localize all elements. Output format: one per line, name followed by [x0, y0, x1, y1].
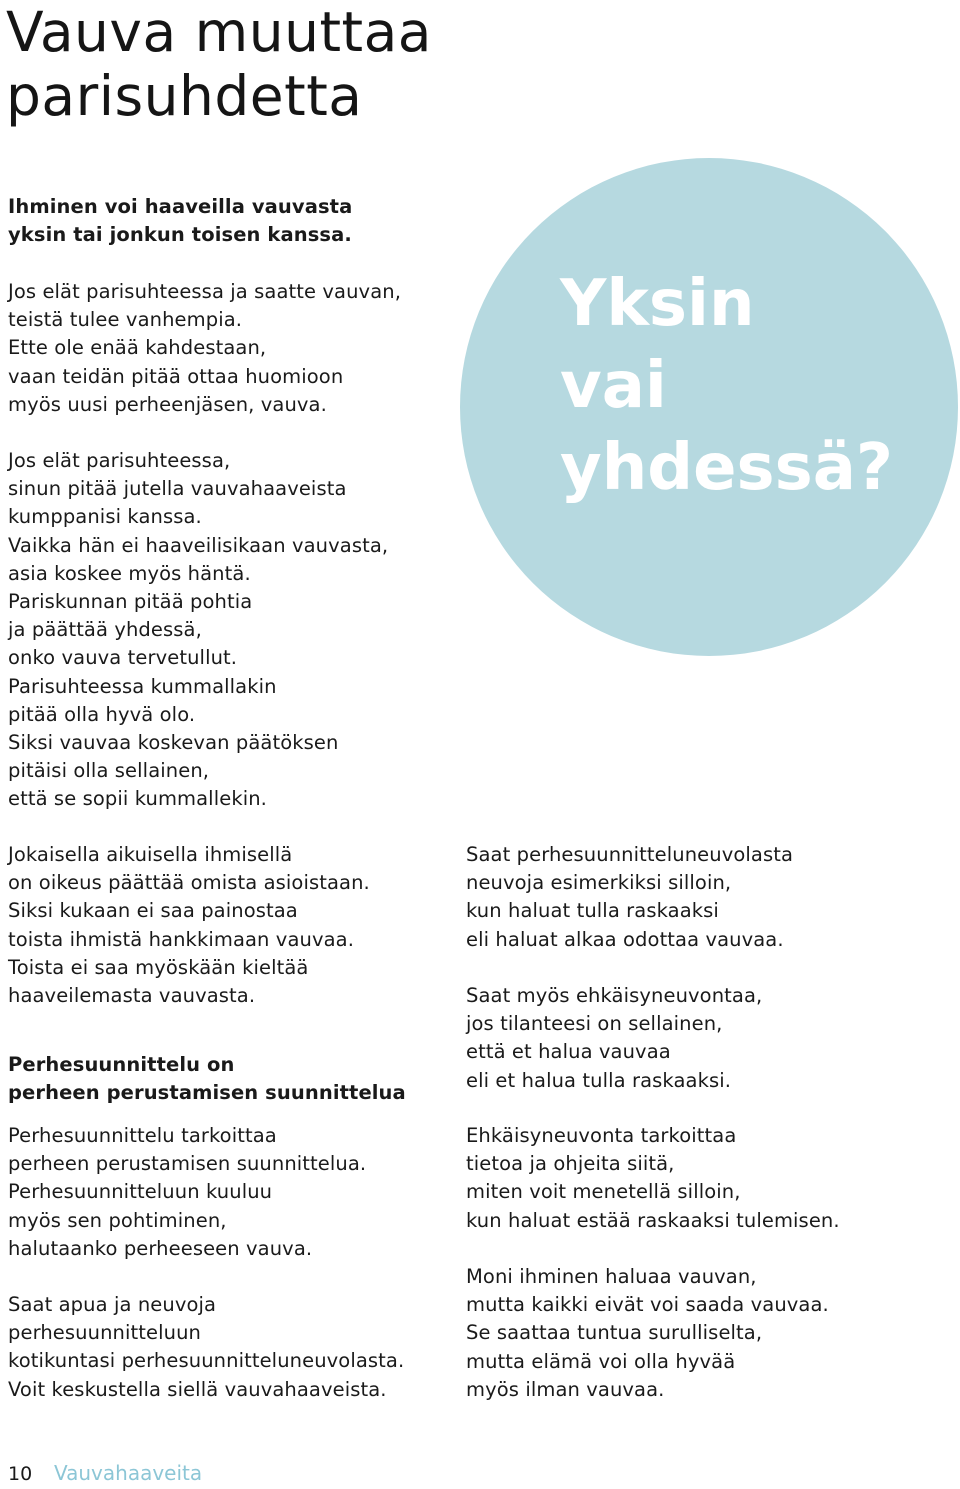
text-line: toista ihmistä hankkimaan vauvaa. — [8, 927, 354, 951]
text-line: onko vauva tervetullut. — [8, 646, 238, 670]
paragraph-contraception-info — [466, 1122, 840, 1235]
text-line: perhesuunnitteluun — [8, 1321, 202, 1345]
text-line: kun haluat estää raskaaksi tulemisen. — [466, 1208, 840, 1232]
text-line: Perhesuunnittelu tarkoittaa — [8, 1124, 277, 1147]
text-line: jos tilanteesi on sellainen, — [466, 1012, 723, 1036]
paragraph-clinic-advice — [466, 841, 793, 954]
text-line: Toista ei saa myöskään kieltää — [8, 955, 309, 979]
text-line: Voit keskustella siellä vauvahaaveista. — [8, 1377, 387, 1401]
text-line: haaveilemasta vauvasta. — [8, 984, 256, 1008]
text-line: että se sopii kummallekin. — [8, 787, 267, 811]
circle-heading-line: vai — [560, 349, 667, 423]
paragraph-talk-with-partner — [8, 447, 388, 814]
text-line: ja päättää yhdessä, — [8, 618, 202, 642]
text-line: myös ilman vauvaa. — [466, 1377, 665, 1401]
text-line: Jos elät parisuhteessa ja saatte vauvan, — [8, 280, 401, 303]
page-title-line: Vauva muuttaa — [6, 0, 432, 64]
text-line: Moni ihminen haluaa vauvan, — [466, 1265, 757, 1288]
text-line: eli et halua tulla raskaaksi. — [466, 1068, 732, 1092]
text-line: halutaanko perheeseen vauva. — [8, 1236, 313, 1260]
text-line: Siksi vauvaa koskevan päätöksen — [8, 731, 339, 755]
text-line: myös uusi perheenjäsen, vauva. — [8, 392, 327, 416]
text-line: mutta elämä voi olla hyvää — [466, 1349, 736, 1373]
text-line: on oikeus päättää omista asioistaan. — [8, 871, 370, 895]
text-line: pitää olla hyvä olo. — [8, 702, 196, 726]
text-line: Saat perhesuunnitteluneuvolasta — [466, 843, 794, 866]
text-line: tietoa ja ohjeita siitä, — [466, 1152, 675, 1176]
text-line: Pariskunnan pitää pohtia — [8, 590, 253, 614]
text-line: mutta kaikki eivät voi saada vauvaa. — [466, 1293, 829, 1317]
text-line: vaan teidän pitää ottaa huomioon — [8, 364, 344, 388]
text-line: Ette ole enää kahdestaan, — [8, 336, 267, 360]
text-line: Perhesuunnitteluun kuuluu — [8, 1180, 273, 1204]
paragraph-family-planning — [8, 1122, 366, 1263]
paragraph-new-parents — [8, 278, 401, 419]
page-title — [6, 0, 566, 128]
text-line: perheen perustamisen suunnittelua. — [8, 1152, 367, 1176]
text-line: myös sen pohtiminen, — [8, 1208, 227, 1232]
text-line: Siksi kukaan ei saa painostaa — [8, 899, 298, 923]
circle-heading-line: Yksin — [560, 267, 755, 341]
text-line: Saat apua ja neuvoja — [8, 1293, 217, 1316]
section-heading — [8, 1051, 406, 1107]
section-heading-line: Perhesuunnittelu on — [8, 1053, 235, 1076]
section-heading-line: perheen perustamisen suunnittelua — [8, 1081, 406, 1105]
text-line: kotikuntasi perhesuunnitteluneuvolasta. — [8, 1349, 405, 1373]
circle-heading-line: yhdessä? — [560, 431, 893, 505]
text-line: Vaikka hän ei haaveilisikaan vauvasta, — [8, 533, 389, 557]
text-line: sinun pitää jutella vauvahaaveista — [8, 477, 347, 501]
text-line: Jos elät parisuhteessa, — [8, 449, 231, 472]
text-line: Saat myös ehkäisyneuvontaa, — [466, 984, 763, 1007]
text-line: Ehkäisyneuvonta tarkoittaa — [466, 1124, 737, 1147]
page-number: 10 — [8, 1463, 33, 1485]
text-line: miten voit menetellä silloin, — [466, 1180, 741, 1204]
intro-text — [8, 193, 352, 249]
paragraph-get-help — [8, 1291, 404, 1404]
text-line: teistä tulee vanhempia. — [8, 308, 243, 332]
paragraph-right-to-decide — [8, 841, 370, 1010]
circle-heading — [560, 263, 893, 509]
text-line: että et halua vauvaa — [466, 1040, 671, 1064]
intro-line: Ihminen voi haaveilla vauvasta — [8, 195, 353, 218]
publication-name: Vauvahaaveita — [54, 1461, 203, 1485]
paragraph-contraception — [466, 982, 762, 1095]
text-line: neuvoja esimerkiksi silloin, — [466, 871, 732, 895]
text-line: Parisuhteessa kummallakin — [8, 674, 277, 698]
text-line: Jokaisella aikuisella ihmisellä — [8, 843, 293, 866]
paragraph-life-without-baby — [466, 1263, 829, 1404]
text-line: pitäisi olla sellainen, — [8, 759, 210, 783]
text-line: eli haluat alkaa odottaa vauvaa. — [466, 927, 784, 951]
text-line: Se saattaa tuntua surulliselta, — [466, 1321, 763, 1345]
intro-line: yksin tai jonkun toisen kanssa. — [8, 223, 352, 247]
text-line: asia koskee myös häntä. — [8, 561, 251, 585]
text-line: kumppanisi kanssa. — [8, 505, 202, 529]
page-title-line: parisuhdetta — [6, 64, 363, 128]
text-line: kun haluat tulla raskaaksi — [466, 899, 719, 923]
